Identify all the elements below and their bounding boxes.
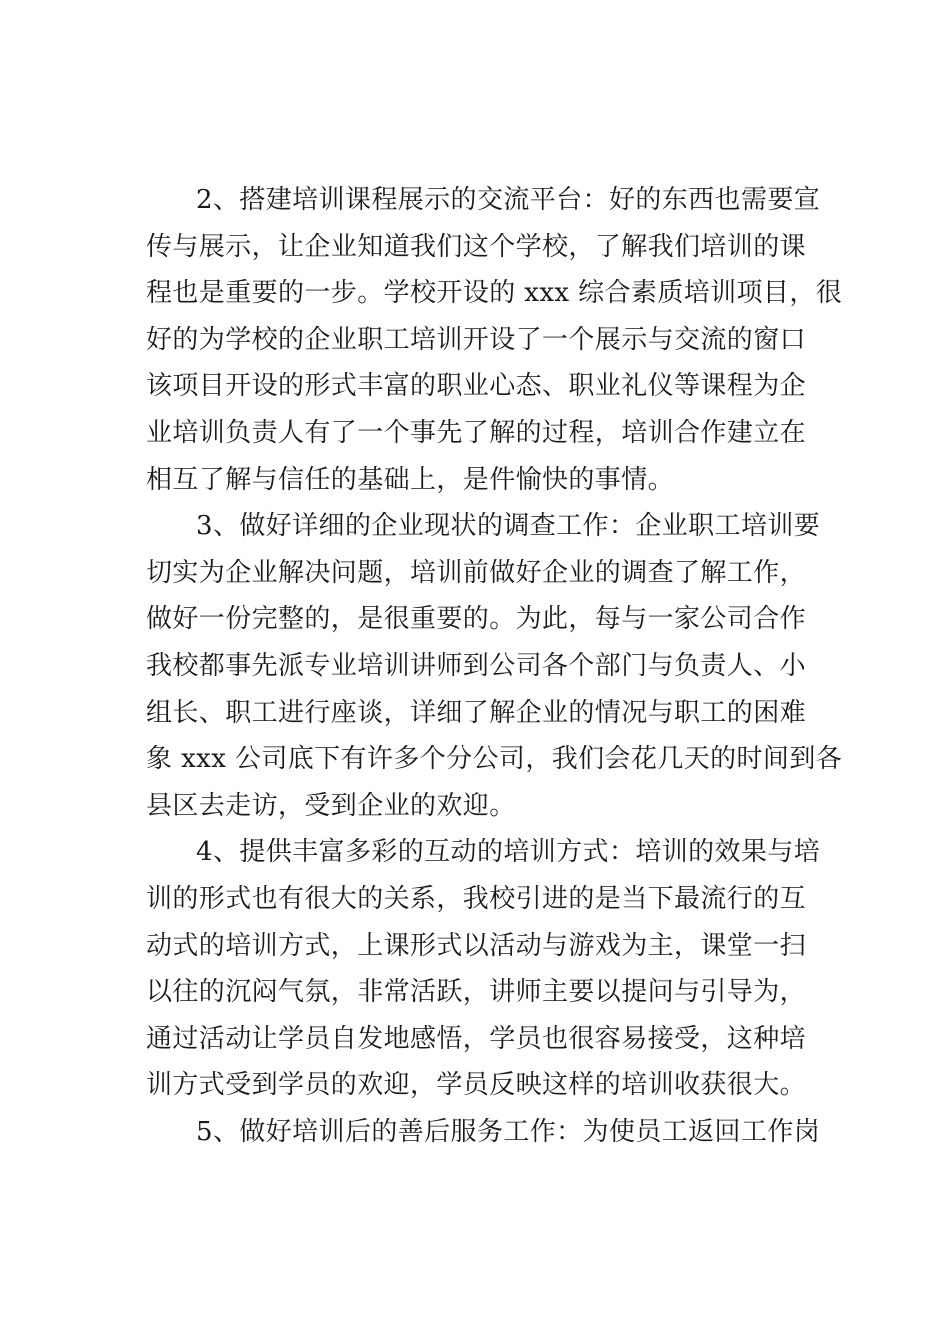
paragraph-2-line-3: 程也是重要的一步。学校开设的 xxx 综合素质培训项目，很 — [146, 278, 843, 309]
paragraph-3-line-1: 3、做好详细的企业现状的调查工作：企业职工培训要 — [196, 511, 821, 542]
paragraph-2-line-4: 好的为学校的企业职工培训开设了一个展示与交流的窗口 — [146, 324, 807, 355]
paragraph-3-line-5: 组长、职工进行座谈，详细了解企业的情况与职工的困难 — [146, 697, 807, 728]
paragraph-4-line-2: 训的形式也有很大的关系，我校引进的是当下最流行的互 — [146, 883, 807, 914]
document-body — [146, 177, 843, 1155]
paragraph-3-line-4: 我校都事先派专业培训讲师到公司各个部门与负责人、小 — [146, 650, 807, 681]
paragraph-3-line-2: 切实为企业解决问题，培训前做好企业的调查了解工作， — [146, 557, 807, 588]
paragraph-2-line-2: 传与展示，让企业知道我们这个学校，了解我们培训的课 — [146, 231, 807, 262]
paragraph-2-line-6: 业培训负责人有了一个事先了解的过程，培训合作建立在 — [146, 417, 807, 448]
paragraph-2-line-7: 相互了解与信任的基础上，是件愉快的事情。 — [146, 464, 675, 495]
paragraph-4-line-3: 动式的培训方式，上课形式以活动与游戏为主，课堂一扫 — [146, 930, 807, 961]
paragraph-4-line-5: 通过活动让学员自发地感悟，学员也很容易接受，这种培 — [146, 1023, 807, 1054]
paragraph-4-line-1: 4、提供丰富多彩的互动的培训方式：培训的效果与培 — [196, 837, 821, 868]
paragraph-2-line-5: 该项目开设的形式丰富的职业心态、职业礼仪等课程为企 — [146, 371, 807, 402]
paragraph-4-line-4: 以往的沉闷气氛，非常活跃，讲师主要以提问与引导为， — [146, 977, 807, 1008]
paragraph-4-line-6: 训方式受到学员的欢迎，学员反映这样的培训收获很大。 — [146, 1070, 807, 1101]
paragraph-2-line-1: 2、搭建培训课程展示的交流平台：好的东西也需要宣 — [196, 185, 821, 215]
paragraph-3-line-7: 县区去走访，受到企业的欢迎。 — [146, 790, 516, 821]
paragraph-3-line-6: 象 xxx 公司底下有许多个分公司，我们会花几天的时间到各 — [146, 744, 843, 775]
paragraph-3-line-3: 做好一份完整的，是很重要的。为此，每与一家公司合作 — [146, 604, 807, 635]
paragraph-5-line-1: 5、做好培训后的善后服务工作：为使员工返回工作岗 — [196, 1116, 821, 1147]
